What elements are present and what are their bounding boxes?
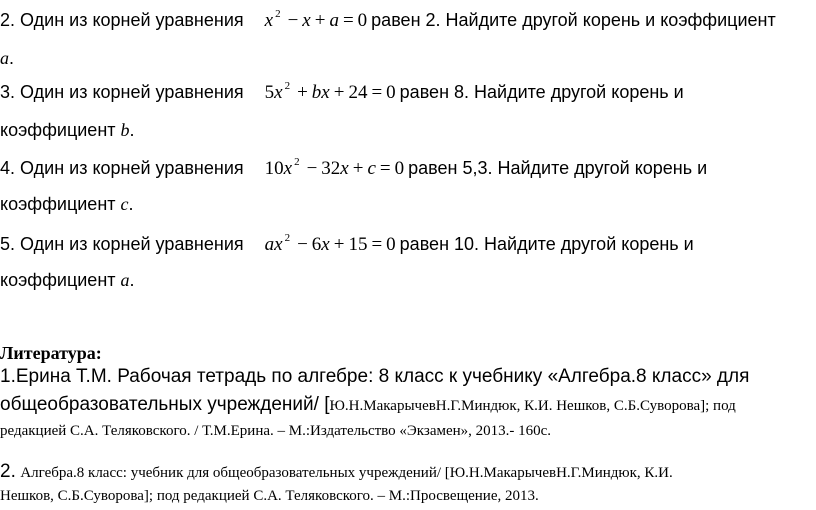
literature-item-2-line-2: Нешков, С.Б.Суворова]; под редакцией С.А. Теляковского. – М.:Просвещение, 2013. [0, 488, 539, 504]
literature-item-1-line-1: 1.Ерина Т.М. Рабочая тетрадь по алгебре: 8 класс к учебнику «Алгебра.8 класс» для [0, 366, 750, 387]
problem-4-number: 4. [0, 158, 16, 178]
problem-2-line-2: a. [0, 48, 15, 68]
problem-4-variable: c [120, 194, 129, 214]
problem-5-number: 5. [0, 234, 16, 254]
problem-2-task: равен 2. Найдите другой корень и коэффициент [371, 10, 776, 30]
problem-4-text: Один из корней уравнения [20, 158, 244, 178]
problem-2-line-1 [0, 8, 776, 32]
literature-item-1-line-2: общеобразовательных учреждений/ [Ю.Н.МакарычевН.Г.Миндюк, К.И. Нешков, С.Б.Суворова]; под [0, 394, 736, 415]
literature-heading: Литература: [0, 343, 102, 363]
problem-3-number: 3. [0, 82, 16, 102]
problem-2-number: 2. [0, 10, 16, 30]
problem-3-line-1 [0, 80, 684, 104]
literature-item-2-line-1: 2. Алгебра.8 класс: учебник для общеобразовательных учреждений/ [Ю.Н.МакарычевН.Г.Миндюк, К.И. [0, 461, 673, 482]
problem-4-task: равен 5,3. Найдите другой корень и [408, 158, 708, 178]
problem-3-task: равен 8. Найдите другой корень и [399, 82, 684, 102]
problem-2-text: Один из корней уравнения [20, 10, 244, 30]
problem-5-equation: ax $^2$ − 6x + 15 = 0 [264, 232, 396, 255]
problem-3-text: Один из корней уравнения [20, 82, 244, 102]
problem-3-variable: b [120, 120, 130, 140]
problem-5-line-1 [0, 232, 694, 256]
problem-5-variable: a [120, 270, 130, 290]
problem-5-text: Один из корней уравнения [20, 234, 244, 254]
problem-3-line-2: коэффициент b. [0, 120, 135, 140]
problem-4-line-2: коэффициент c. [0, 194, 134, 214]
problem-5-task: равен 10. Найдите другой корень и [399, 234, 694, 254]
problem-3-equation: 5x $^2$ + bx + 24 = 0 [264, 80, 396, 103]
literature-item-1-line-3: редакцией С.А. Теляковского. / Т.М.Ерина. – М.:Издательство «Экзамен», 2013.- 160с. [0, 423, 552, 439]
problem-4-line-1 [0, 156, 707, 180]
problem-5-line-2: коэффициент a. [0, 270, 135, 290]
problem-2-equation: x $^2$ − x + a = 0 [264, 8, 368, 31]
problem-4-equation: 10x $^2$ − 32x + c = 0 [264, 156, 405, 179]
problem-2-variable: a [0, 48, 9, 68]
